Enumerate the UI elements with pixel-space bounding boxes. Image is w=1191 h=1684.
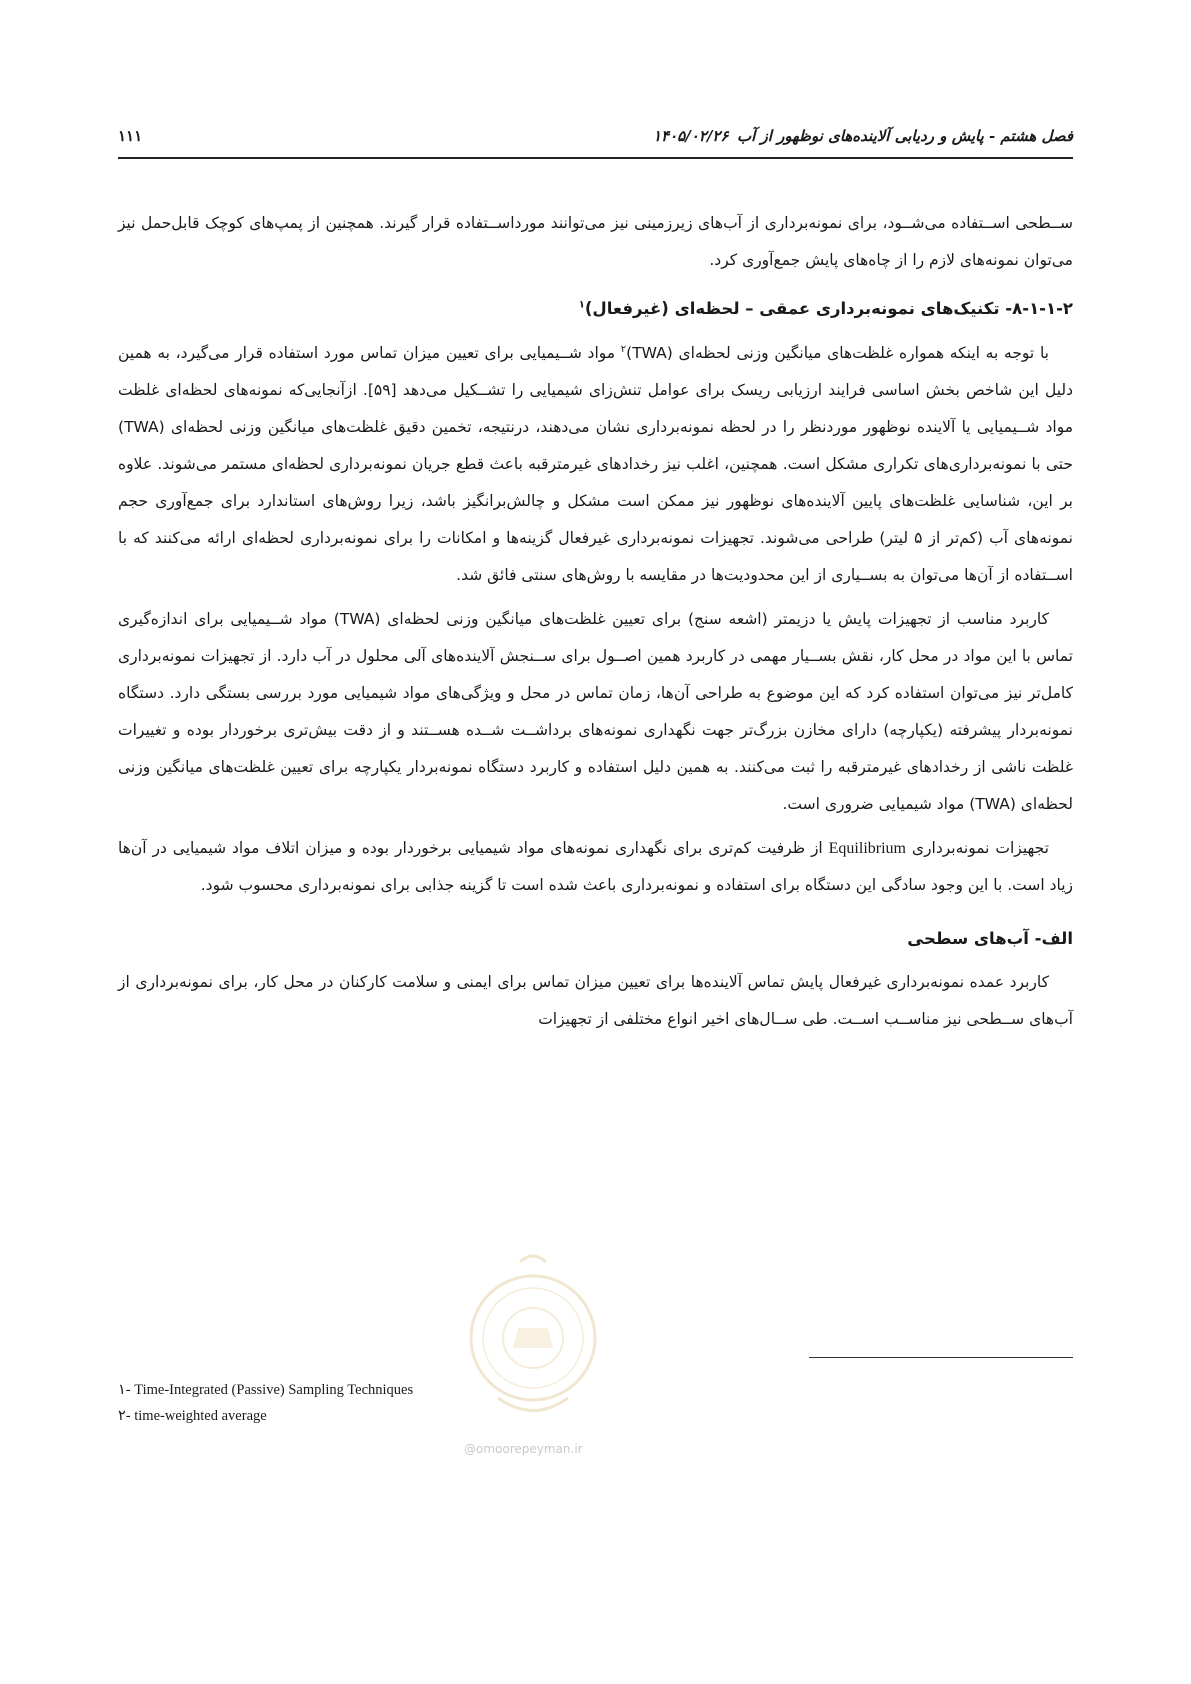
publisher-seal-watermark — [458, 1248, 608, 1428]
footnote-divider — [809, 1357, 1073, 1358]
paragraph-5: کاربرد عمده نمونه‌برداری غیرفعال پایش تماس آلاینده‌ها برای تعیین میزان تماس برای ایمنی و سلامت کارکنان در محل کار، برای نمونه‌برداری از آب‌های ســطحی نیز مناســب اســت. طی ســال‌های اخیر انواع مختلفی از تجهیزات — [118, 973, 1073, 1028]
footnote-1: ۱- Time-Integrated (Passive) Sampling Techniques — [118, 1382, 414, 1398]
footnotes — [118, 1377, 413, 1429]
subsection-heading-surface-water: الف- آب‌های سطحی — [907, 929, 1073, 948]
footnote-ref-2[interactable]: ۲ — [620, 343, 627, 355]
page-number: ۱۱۱ — [118, 127, 143, 145]
paragraph-2-rest: مواد شــیمیایی برای تعیین میزان تماس مورد استفاده قرار می‌گیرد، به همین دلیل این شاخص بخش اساسی فرایند ارزیابی ریسک برای عوامل تنش‌زای شیمیایی را تشــکیل می‌دهد [۵۹]. ازآنجایی‌که نمونه‌های لحظه‌ای غلظت مواد شــیمیایی یا آلاینده نوظهور موردنظر را در لحظه نمونه‌برداری نشان می‌دهند، درنتیجه، تخمین دقیق غلظت‌های میانگین وزنی لحظه‌ای (TWA) حتی با نمونه‌برداری‌های تکراری مشکل است. همچنین، اغلب نیز رخدادهای غیرمترقبه باعث قطع جریان نمونه‌برداری لحظه‌ای مستمر می‌شوند. علاوه بر این، شناسایی غلظت‌های پایین آلاینده‌های نوظهور نیز ممکن است مشکل و چالش‌برانگیز باشد، زیرا روش‌های استاندارد برای جمع‌آوری حجم نمونه‌های آب (کم‌تر از ۵ لیتر) طراحی می‌شوند. تجهیزات نمونه‌برداری غیرفعال گزینه‌ها و امکانات را برای نمونه‌برداری لحظه‌ای ارائه می‌کنند که با اســتفاده از آن‌ها می‌توان به بســیاری از این محدودیت‌ها در مقایسه با روش‌های سنتی فائق شد. — [118, 344, 1074, 584]
watermark-url: @omoorepeyman.ir — [464, 1442, 583, 1456]
running-header — [118, 127, 1073, 159]
paragraph-2 — [118, 335, 1073, 594]
body-text — [118, 205, 1073, 1038]
paragraph-4 — [118, 830, 1073, 904]
paragraph-4-rest: از ظرفیت کم‌تری برای نگهداری نمونه‌های مواد شیمیایی برخوردار بوده و میزان اتلاف مواد شیمیایی در آن‌ها زیاد است. با این وجود سادگی این دستگاه برای استفاده و نمونه‌برداری باعث شده است تا گزینه جذابی برای نمونه‌برداری محسوب شود. — [118, 839, 1073, 894]
section-heading-text: ۸-۱-۱-۲- تکنیک‌های نمونه‌برداری عمقی – لحظه‌ای (غیرفعال) — [584, 299, 1073, 318]
footnote-ref-1[interactable]: ۱ — [578, 299, 585, 311]
equilibrium-term: Equilibrium — [828, 840, 906, 857]
paragraph-3: کاربرد مناسب از تجهیزات پایش یا دزیمتر (اشعه سنج) برای تعیین غلظت‌های میانگین وزنی لحظه‌ای (TWA) مواد شــیمیایی برای اندازه‌گیری تماس با این مواد در محل کار، نقش بســیار مهمی در کاربرد همین اصــول برای ســنجش آلاینده‌های آلی محلول در آب دارد. از تجهیزات نمونه‌برداری کامل‌تر نیز می‌توان استفاده کرد که این موضوع به طراحی آن‌ها، زمان تماس در محل و ویژگی‌های مواد شیمیایی مورد بررسی بستگی دارد. دستگاه نمونه‌بردار پیشرفته (یکپارچه) دارای مخازن بزرگ‌تر جهت نگهداری نمونه‌های برداشــت شــده هســتند و از دقت بیش‌تری برخوردار بوده و تغییرات غلظت ناشی از رخدادهای غیرمترقبه را ثبت می‌کنند. به همین دلیل استفاده و کاربرد دستگاه نمونه‌بردار یکپارچه برای تعیین غلظت‌های میانگین وزنی لحظه‌ای (TWA) مواد شیمیایی ضروری است. — [118, 610, 1073, 813]
paragraph-1: ســطحی اســتفاده می‌شــود، برای نمونه‌برداری از آب‌های زیرزمینی نیز می‌توانند مورداســتفاده قرار گیرند. همچنین از پمپ‌های کوچک قابل‌حمل نیز می‌توان نمونه‌های لازم را از چاه‌های پایش جمع‌آوری کرد. — [118, 214, 1073, 269]
paragraph-4-start: تجهیزات نمونه‌برداری — [905, 839, 1049, 857]
chapter-title: فصل هشتم - پایش و ردیابی آلاینده‌های نوظهور از آب — [736, 127, 1073, 145]
footnote-2: ۲- time-weighted average — [118, 1408, 267, 1424]
section-heading-passive-sampling — [118, 292, 1073, 326]
header-date: ۱۴۰۵/۰۲/۲۶ — [653, 127, 729, 145]
paragraph-2-start: با توجه به اینکه همواره غلظت‌های میانگین وزنی لحظه‌ای (TWA) — [626, 344, 1049, 362]
